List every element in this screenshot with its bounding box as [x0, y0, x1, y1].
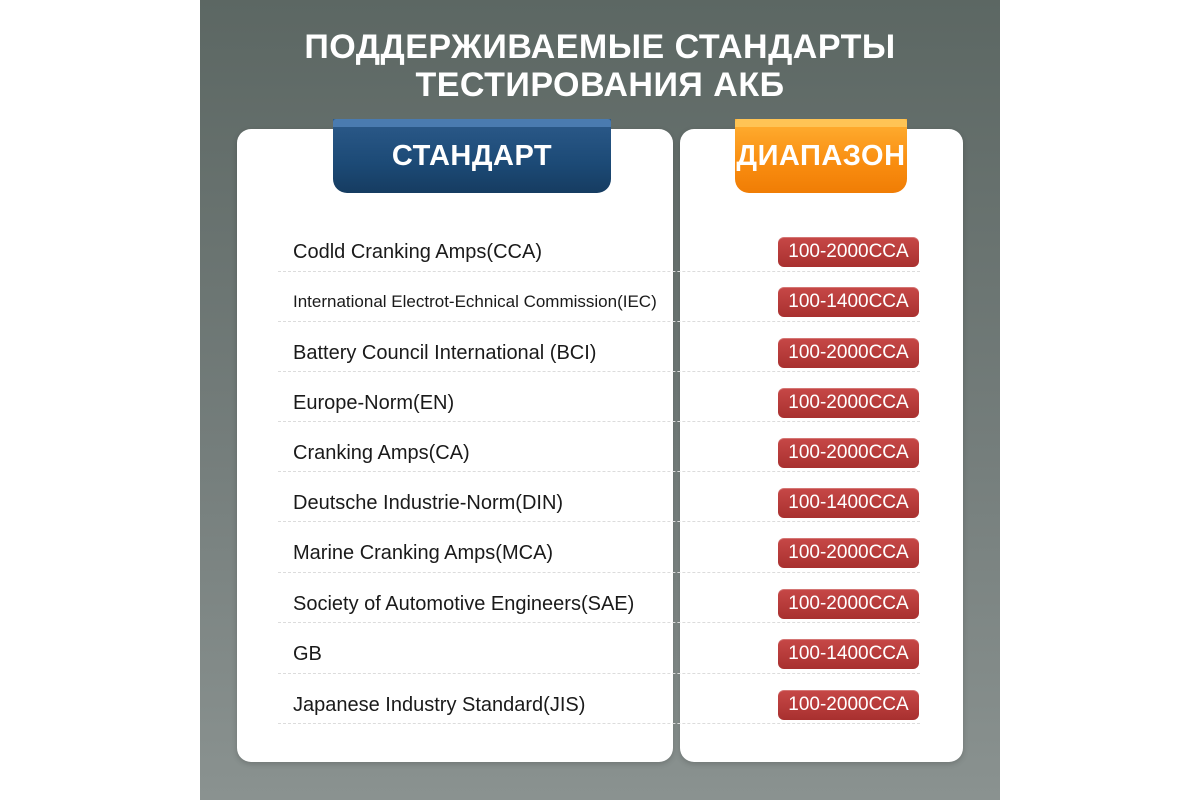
standard-name: Society of Automotive Engineers(SAE): [293, 593, 635, 615]
page-title-line1: ПОДДЕРЖИВАЕМЫЕ СТАНДАРТЫ: [304, 28, 896, 66]
range-badge: 100-2000CCA: [778, 388, 919, 418]
standard-name: Marine Cranking Amps(MCA): [293, 542, 554, 564]
range-badge: 100-2000CCA: [778, 690, 919, 720]
row-divider: [278, 673, 920, 674]
row-divider: [278, 321, 920, 322]
row-divider: [278, 572, 920, 573]
row-divider: [278, 723, 920, 724]
standard-name: Europe-Norm(EN): [293, 392, 455, 414]
background-panel: [200, 0, 1000, 800]
range-badge: 100-2000CCA: [778, 237, 919, 267]
row-divider: [278, 271, 920, 272]
row-divider: [278, 471, 920, 472]
row-divider: [278, 521, 920, 522]
range-badge: 100-1400CCA: [778, 639, 919, 669]
page-title-line2: ТЕСТИРОВАНИЯ АКБ: [415, 66, 785, 104]
range-column-header: ДИАПАЗОН: [735, 119, 907, 193]
row-divider: [278, 371, 920, 372]
range-badge: 100-2000CCA: [778, 438, 919, 468]
row-divider: [278, 421, 920, 422]
row-divider: [278, 622, 920, 623]
standard-name: Cranking Amps(CA): [293, 442, 470, 464]
range-badge: 100-2000CCA: [778, 538, 919, 568]
standard-name: GB: [293, 643, 322, 665]
standard-name: Deutsche Industrie-Norm(DIN): [293, 492, 564, 514]
standard-column-header: СТАНДАРТ: [333, 119, 611, 193]
standard-name: Codld Cranking Amps(CCA): [293, 241, 542, 263]
range-badge: 100-2000CCA: [778, 338, 919, 368]
standard-name: International Electrot-Echnical Commission(IEC): [293, 292, 657, 311]
standard-name: Battery Council International (BCI): [293, 342, 597, 364]
range-badge: 100-1400CCA: [778, 287, 919, 317]
standard-name: Japanese Industry Standard(JIS): [293, 694, 586, 716]
range-badge: 100-2000CCA: [778, 589, 919, 619]
range-badge: 100-1400CCA: [778, 488, 919, 518]
